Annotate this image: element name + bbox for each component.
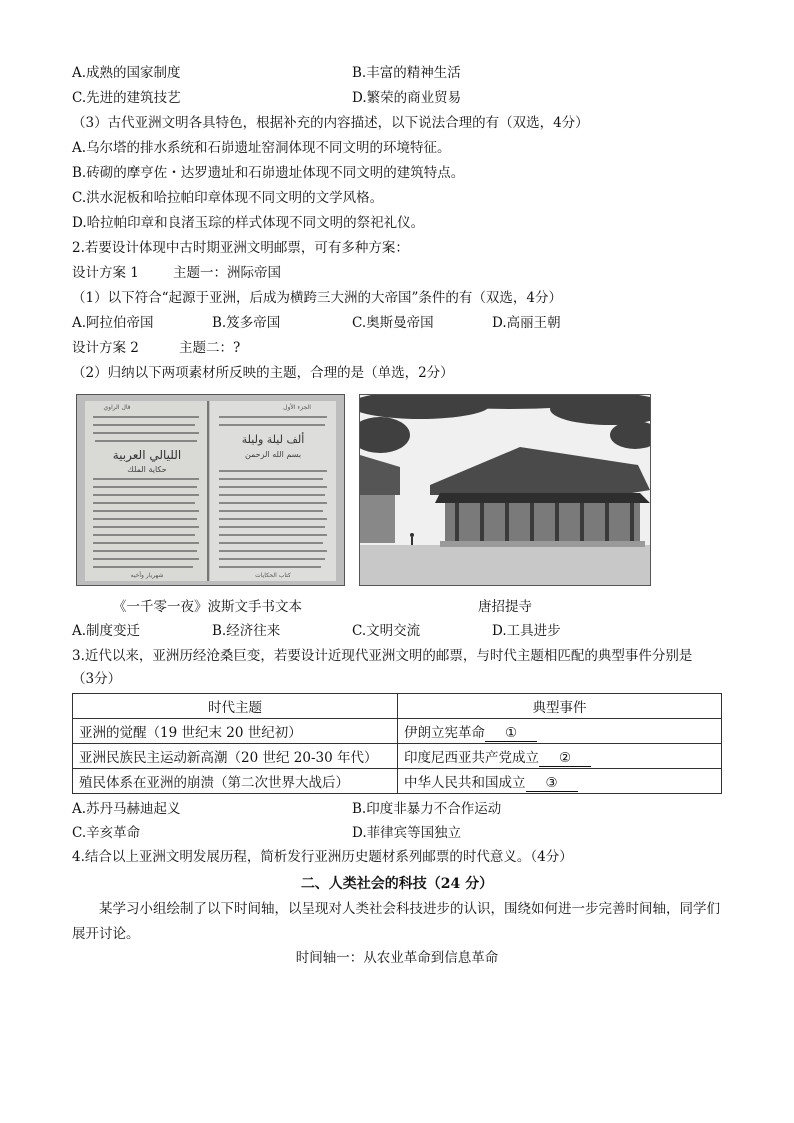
q2-sub2-option-c: C.文明交流 <box>352 623 421 639</box>
manuscript-right-line-3: كتاب الحكايات <box>255 572 291 579</box>
header-typical-event: 典型事件 <box>398 694 722 719</box>
answer-blank[interactable]: ② <box>539 750 591 767</box>
manuscript-right-line-1: ألف ليلة وليلة <box>241 433 305 446</box>
header-era-theme: 时代主题 <box>73 694 398 719</box>
q1-option-b: B.丰富的精神生活 <box>352 65 461 81</box>
caption-temple: 唐招提寺 <box>478 599 532 615</box>
table-row <box>73 719 722 744</box>
temple-photo <box>359 394 651 586</box>
answer-blank[interactable]: ① <box>485 725 537 742</box>
row-event: 中华人民共和国成立 ③ <box>398 769 722 794</box>
manuscript-right-line-4: الجزء الأول <box>283 404 311 411</box>
q3-option-b: B.印度非暴力不合作运动 <box>352 801 502 817</box>
q4-stem: 4.结合以上亚洲文明发展历程，简析发行亚洲历史题材系列邮票的时代意义。（4分） <box>72 849 573 865</box>
answer-blank[interactable]: ③ <box>526 775 578 792</box>
q3-option-a: A.苏丹马赫迪起义 <box>72 801 181 817</box>
q2-sub2-option-b: B.经济往来 <box>212 623 281 639</box>
table-row <box>73 744 722 769</box>
q2-sub2-option-d: D.工具进步 <box>492 623 561 639</box>
row-event: 伊朗立宪革命 ① <box>398 719 722 744</box>
section-2-intro: 某学习小组绘制了以下时间轴，以呈现对人类社会科技进步的认识，围绕如何进一步完善时间轴，同学们展开讨论。 <box>72 901 720 942</box>
manuscript-left-line-3: شهريار وأخيه <box>130 572 164 579</box>
row-theme: 亚洲民族民主运动新高潮（20 世纪 20-30 年代） <box>73 744 398 769</box>
row-theme: 殖民体系在亚洲的崩溃（第二次世界大战后） <box>73 769 398 794</box>
row-event: 印度尼西亚共产党成立 ② <box>398 744 722 769</box>
q2-sub1-option-a: A.阿拉伯帝国 <box>72 315 154 331</box>
q3-stem: 3.近代以来，亚洲历经沧桑巨变，若要设计近现代亚洲文明的邮票，与时代主题相匹配的典型事件分别是 <box>72 648 693 664</box>
q1-option-c: C.先进的建筑技艺 <box>72 90 181 106</box>
q2-theme2: 主题二：? <box>179 340 241 356</box>
temple-illustration <box>360 395 650 585</box>
q2-theme1: 主题一：洲际帝国 <box>173 265 281 281</box>
events-table <box>72 693 722 794</box>
q1-3-stem: （3）古代亚洲文明各具特色，根据补充的内容描述，以下说法合理的有（双选，4分） <box>72 115 589 131</box>
q2-sub1-option-c: C.奥斯曼帝国 <box>352 315 434 331</box>
q1-option-a: A.成熟的国家制度 <box>72 65 181 81</box>
q2-plan2: 设计方案 2 <box>72 340 139 356</box>
q1-3-option-d: D.哈拉帕印章和良渚玉琮的样式体现不同文明的祭祀礼仪。 <box>72 215 425 231</box>
q2-sub1-option-d: D.高丽王朝 <box>492 315 561 331</box>
manuscript-illustration <box>77 395 344 585</box>
q3-score: （3分） <box>72 671 122 687</box>
q1-option-d: D.繁荣的商业贸易 <box>352 90 462 106</box>
manuscript-left-line-1: الليالي العربية <box>112 448 182 462</box>
q2-stem: 2.若要设计体现中古时期亚洲文明邮票，可有多种方案： <box>72 240 409 256</box>
section-2-title: 二、人类社会的科技（24 分） <box>300 876 494 892</box>
q1-3-option-a: A.乌尔塔的排水系统和石峁遗址窑洞体现不同文明的环境特征。 <box>72 140 451 156</box>
row-theme: 亚洲的觉醒（19 世纪末 20 世纪初） <box>73 719 398 744</box>
manuscript-left-line-2: حكاية الملك <box>127 465 167 474</box>
manuscript-left-line-4: قال الراوي <box>103 404 131 411</box>
q3-option-c: C.辛亥革命 <box>72 825 141 841</box>
q2-sub2-stem: （2）归纳以下两项素材所反映的主题，合理的是（单选，2分） <box>72 365 454 381</box>
q2-sub2-option-a: A.制度变迁 <box>72 623 141 639</box>
q3-option-d: D.菲律宾等国独立 <box>352 825 462 841</box>
q1-3-option-b: B.砖砌的摩亨佐・达罗遗址和石峁遗址体现不同文明的建筑特点。 <box>72 165 465 181</box>
manuscript-right-line-2: بسم الله الرحمن <box>244 450 302 459</box>
q2-sub1-option-b: B.笈多帝国 <box>212 315 281 331</box>
table-header-row <box>73 694 722 719</box>
caption-manuscript: 《一千零一夜》波斯文手书文本 <box>113 599 302 615</box>
q2-sub1-stem: （1）以下符合“起源于亚洲，后成为横跨三大洲的大帝国”条件的有（双选，4分） <box>72 290 562 306</box>
manuscript-photo <box>76 394 345 586</box>
q2-plan1: 设计方案 1 <box>72 265 139 281</box>
timeline-title: 时间轴一：从农业革命到信息革命 <box>295 950 499 966</box>
q1-3-option-c: C.洪水泥板和哈拉帕印章体现不同文明的文学风格。 <box>72 190 384 206</box>
table-row <box>73 769 722 794</box>
